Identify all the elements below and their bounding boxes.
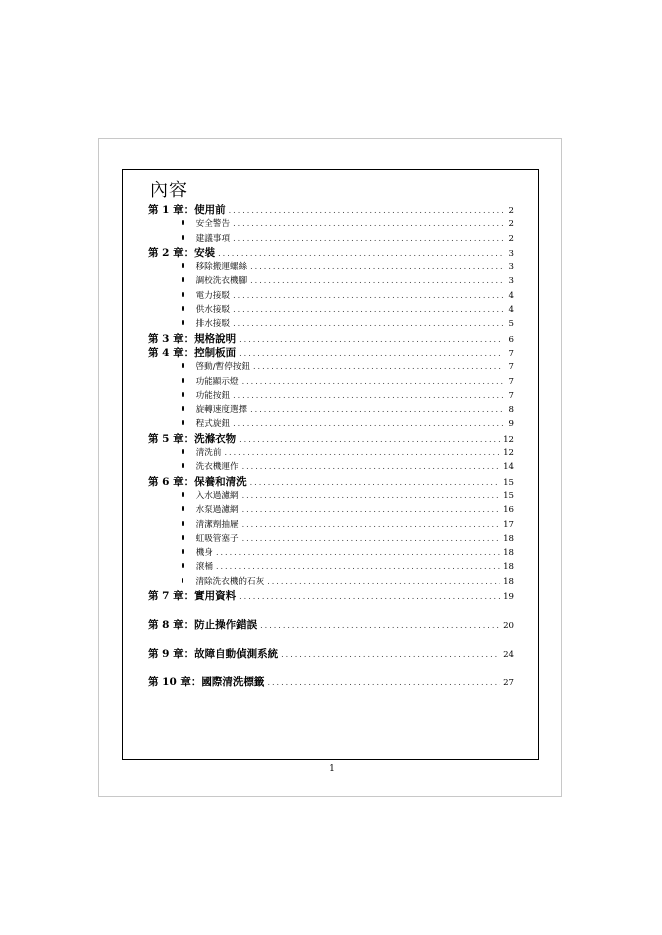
toc-entry-page: 3 (508, 248, 514, 259)
dot-leader (218, 247, 503, 260)
dot-leader (233, 317, 503, 331)
dot-leader (267, 676, 500, 689)
toc-item-row (148, 375, 514, 389)
toc-title: 內容 (150, 180, 188, 201)
toc-entry-label: 電力接駁 (195, 290, 231, 301)
bullet-icon (182, 363, 184, 368)
dot-leader (242, 460, 500, 474)
toc-entry-label: 功能顯示燈 (195, 376, 239, 387)
toc-entry-label: 清潔劑抽屜 (195, 519, 239, 530)
bullet-icon (182, 578, 183, 583)
toc-chapter-row (148, 618, 514, 632)
toc-chapter-row (148, 246, 514, 260)
bullet-icon (182, 463, 184, 468)
dot-leader (239, 433, 500, 446)
dot-leader (250, 260, 503, 274)
bullet-icon (182, 549, 184, 554)
toc-item-row (148, 232, 514, 246)
toc-entry-label: 入水過濾網 (195, 490, 239, 501)
bullet-icon (182, 535, 184, 540)
dot-leader (242, 518, 500, 532)
dot-leader (239, 333, 503, 346)
dot-leader (216, 560, 500, 574)
dot-leader (242, 489, 500, 503)
toc-entry-page: 4 (508, 305, 514, 316)
bullet-icon (182, 378, 184, 383)
toc-entry-page: 7 (508, 362, 514, 373)
toc-chapter-row (148, 332, 514, 346)
toc-item-row (148, 489, 514, 503)
toc-entry-page: 18 (503, 533, 514, 544)
toc-entry-label: 旋轉速度選擇 (195, 405, 248, 416)
toc-item-row (148, 403, 514, 417)
dot-leader (233, 217, 503, 231)
toc-entry-page: 7 (508, 390, 514, 401)
toc-item-row (148, 217, 514, 231)
bullet-icon (182, 320, 184, 325)
toc-entry-page: 7 (508, 376, 514, 387)
toc-item-row (148, 546, 514, 560)
dot-leader (239, 347, 503, 360)
toc-item-row (148, 260, 514, 274)
bullet-icon (182, 277, 184, 282)
toc-item-row (148, 575, 514, 589)
dot-leader (242, 532, 500, 546)
toc-entry-label: 建議事項 (195, 233, 231, 244)
toc-entry-page: 5 (508, 319, 514, 330)
toc-item-row (148, 460, 514, 474)
toc-entry-page: 15 (503, 490, 514, 501)
dot-leader (242, 503, 500, 517)
toc-entry-label: 清除洗衣機的石灰 (195, 576, 265, 587)
toc-entry-page: 18 (503, 576, 514, 587)
toc-entry-page: 18 (503, 562, 514, 573)
toc-entry-page: 4 (508, 290, 514, 301)
toc-entry-label: 第 7 章：實用資料 (148, 590, 237, 603)
toc-entry-label: 程式旋鈕 (195, 419, 231, 430)
dot-leader (233, 417, 503, 431)
toc-chapter-row (148, 346, 514, 360)
toc-entry-label: 滾桶 (195, 562, 213, 573)
page-number: 1 (329, 764, 335, 774)
bullet-icon (182, 235, 184, 240)
toc-item-row (148, 317, 514, 331)
toc-entry-label: 第 4 章：控制板面 (148, 346, 237, 359)
bullet-icon (182, 263, 184, 268)
dot-leader (216, 546, 500, 560)
toc-entry-label: 安全警告 (195, 219, 231, 230)
toc-entry-label: 移除搬運螺絲 (195, 262, 248, 273)
bullet-icon (182, 392, 184, 397)
toc-entry-page: 2 (508, 219, 514, 230)
dot-leader (233, 389, 503, 403)
toc-entry-label: 啓動/暫停按鈕 (195, 362, 251, 373)
toc-entry-label: 虹吸管塞子 (195, 533, 239, 544)
dot-leader (250, 274, 503, 288)
toc-entry-label: 供水接駁 (195, 305, 231, 316)
toc-entry-label: 第 8 章：防止操作錯誤 (148, 618, 258, 631)
toc-chapter-row (148, 589, 514, 603)
toc-entry-page: 14 (503, 462, 514, 473)
toc-item-row (148, 417, 514, 431)
dot-leader (260, 619, 500, 632)
bullet-icon (182, 306, 184, 311)
toc-chapter-row (148, 675, 514, 689)
toc-entry-page: 27 (503, 678, 514, 689)
toc-entry-label: 第 9 章：故障自動偵測系統 (148, 647, 279, 660)
toc-entry-page: 9 (508, 419, 514, 430)
toc-entry-page: 16 (503, 505, 514, 516)
bullet-icon (182, 220, 184, 225)
toc-chapter-row (148, 432, 514, 446)
table-of-contents (148, 203, 514, 690)
dot-leader (233, 232, 503, 246)
toc-entry-page: 20 (503, 620, 514, 631)
toc-entry-page: 24 (503, 649, 514, 660)
toc-entry-label: 機身 (195, 548, 213, 559)
toc-entry-page: 12 (503, 448, 514, 459)
dot-leader (250, 403, 503, 417)
bullet-icon (182, 420, 184, 425)
bullet-icon (182, 521, 184, 526)
toc-item-row (148, 560, 514, 574)
dot-leader (253, 360, 503, 374)
toc-entry-label: 第 6 章：保養和清洗 (148, 475, 247, 488)
toc-item-row (148, 518, 514, 532)
toc-item-row (148, 532, 514, 546)
toc-entry-page: 2 (508, 206, 514, 216)
toc-entry-label: 水泵過濾網 (195, 505, 239, 516)
toc-chapter-row (148, 203, 514, 217)
toc-entry-page: 3 (508, 276, 514, 287)
toc-item-row (148, 289, 514, 303)
dot-leader (229, 204, 503, 217)
toc-entry-page: 3 (508, 262, 514, 273)
dot-leader (233, 289, 503, 303)
toc-entry-label: 第 2 章：安裝 (148, 246, 216, 259)
dot-leader (233, 303, 503, 317)
dot-leader (267, 575, 500, 589)
bullet-icon (182, 563, 184, 568)
toc-item-row (148, 274, 514, 288)
bullet-icon (182, 406, 184, 411)
toc-entry-label: 第 10 章：國際清洗標籤 (148, 676, 265, 689)
toc-item-row (148, 503, 514, 517)
toc-entry-page: 18 (503, 548, 514, 559)
toc-entry-label: 功能按鈕 (195, 390, 231, 401)
toc-entry-label: 第 3 章：規格說明 (148, 332, 237, 345)
toc-entry-page: 12 (503, 434, 514, 445)
dot-leader (239, 590, 500, 603)
toc-entry-label: 第 5 章：洗滌衣物 (148, 432, 237, 445)
toc-entry-label: 洗衣機運作 (195, 462, 239, 473)
toc-chapter-row (148, 647, 514, 661)
toc-chapter-row (148, 475, 514, 489)
toc-entry-page: 19 (503, 592, 514, 603)
bullet-icon (182, 449, 184, 454)
dot-leader (242, 375, 503, 389)
dot-leader (225, 446, 501, 460)
bullet-icon (182, 506, 184, 511)
toc-entry-page: 2 (508, 233, 514, 244)
toc-entry-page: 15 (503, 477, 514, 488)
toc-entry-page: 6 (508, 334, 514, 345)
toc-entry-label: 排水接駁 (195, 319, 231, 330)
bullet-icon (182, 492, 184, 497)
dot-leader (281, 648, 500, 661)
toc-entry-page: 7 (508, 348, 514, 359)
toc-item-row (148, 389, 514, 403)
toc-entry-label: 清洗前 (195, 448, 222, 459)
bullet-icon (182, 292, 184, 297)
toc-entry-page: 17 (503, 519, 514, 530)
toc-entry-label: 第 1 章：使用前 (148, 204, 226, 216)
toc-item-row (148, 303, 514, 317)
toc-item-row (148, 360, 514, 374)
toc-item-row (148, 446, 514, 460)
toc-entry-page: 8 (508, 405, 514, 416)
dot-leader (250, 476, 500, 489)
toc-entry-label: 調校洗衣機腳 (195, 276, 248, 287)
